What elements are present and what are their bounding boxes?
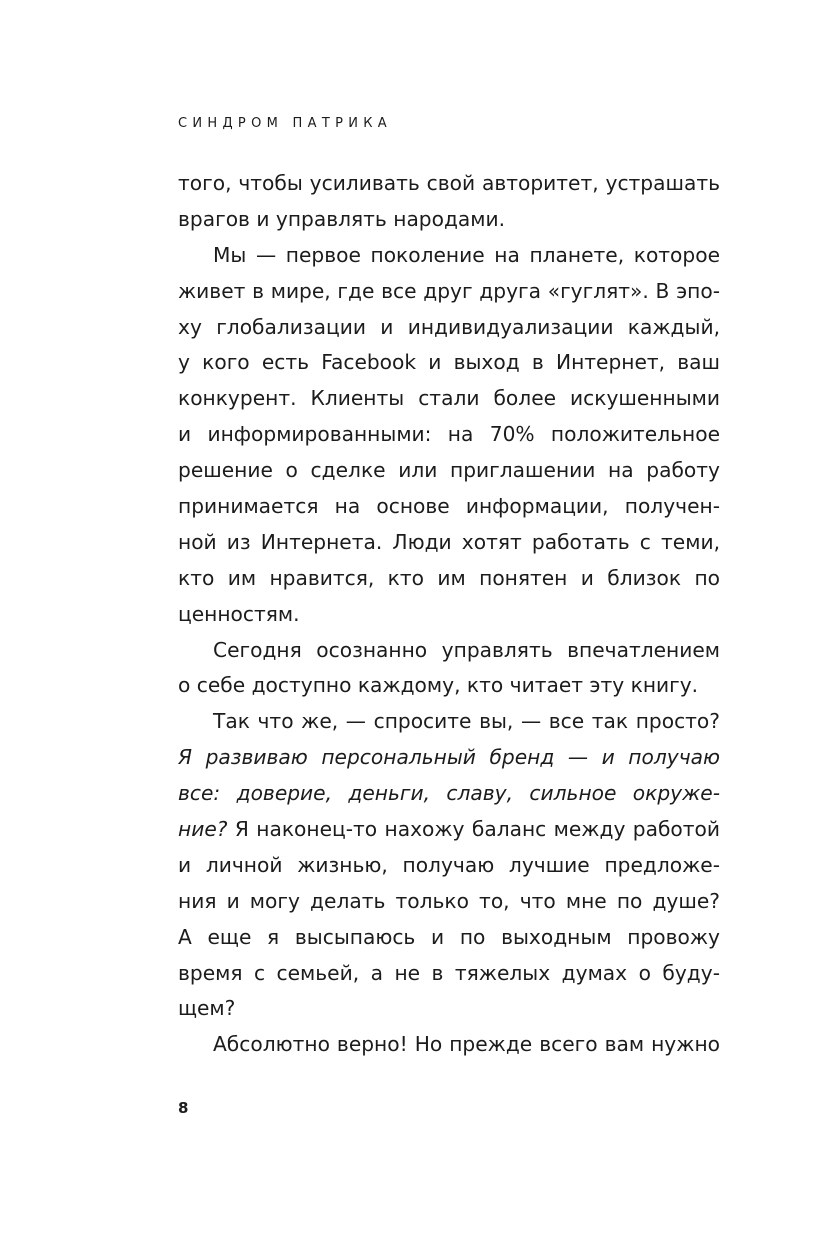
- italic-fragment: ние?: [178, 817, 228, 842]
- text-line: Мы — первое поколение на планете, которое: [213, 242, 720, 267]
- text-line: А еще я высыпаюсь и по выходным провожу: [178, 924, 720, 949]
- text-line: кто им нравится, кто им понятен и близок по: [178, 565, 720, 590]
- text-line: время с семьей, а не в тяжелых думах о буду-: [178, 960, 720, 985]
- page-number: 8: [178, 1099, 189, 1117]
- text-line: врагов и управлять народами.: [178, 206, 506, 231]
- text-line: о себе доступно каждому, кто читает эту книгу.: [178, 673, 699, 698]
- text-line: все: доверие, деньги, славу, сильное окруже-: [178, 781, 720, 806]
- text-line: решение о сделке или приглашении на работу: [178, 458, 720, 483]
- text-line: ние? Я наконец-то нахожу баланс между работой: [178, 817, 720, 842]
- text-line: ния и могу делать только то, что мне по душе?: [178, 888, 720, 913]
- text-line: у кого есть Facebook и выход в Интернет, ваш: [178, 350, 720, 375]
- text-line: ху глобализации и индивидуализации каждый,: [178, 314, 720, 339]
- text-line: живет в мире, где все друг друга «гуглят». В эпо-: [178, 278, 720, 303]
- text-line: Сегодня осознанно управлять впечатлением: [213, 637, 720, 662]
- text-line: ценностям.: [178, 601, 300, 626]
- text-line: Так что же, — спросите вы, — все так просто?: [213, 709, 720, 734]
- text-line: ной из Интернета. Люди хотят работать с теми,: [178, 529, 720, 554]
- running-head: СИНДРОМ ПАТРИКА: [178, 116, 392, 131]
- text-line: того, чтобы усиливать свой авторитет, устрашать: [178, 171, 720, 195]
- text-line: Я развиваю персональный бренд — и получаю: [178, 745, 720, 770]
- text-line: Абсолютно верно! Но прежде всего вам нужно: [213, 1032, 720, 1057]
- text-line: конкурент. Клиенты стали более искушенными: [178, 386, 720, 411]
- text-line: щем?: [178, 996, 236, 1021]
- text-line: и личной жизнью, получаю лучшие предложе-: [178, 852, 720, 877]
- body-text: [178, 166, 720, 1063]
- text-line: и информированными: на 70% положительное: [178, 422, 720, 447]
- text-line: принимается на основе информации, получен-: [178, 494, 720, 519]
